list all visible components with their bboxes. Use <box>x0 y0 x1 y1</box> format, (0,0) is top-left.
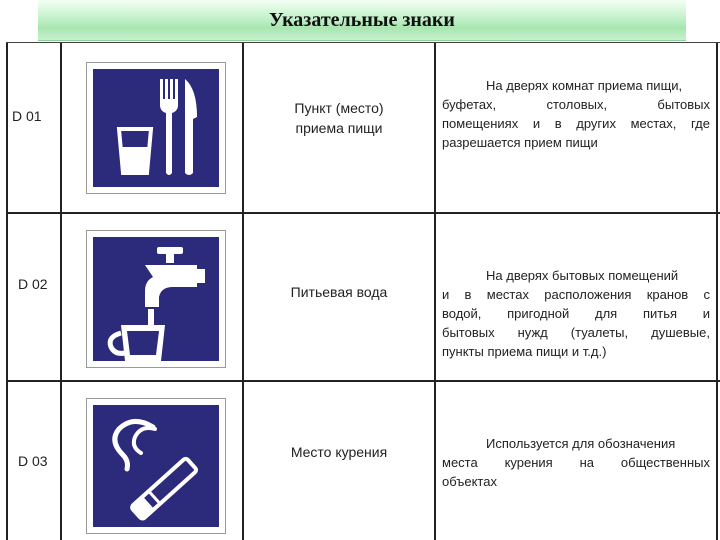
sign-code: D 02 <box>18 276 48 292</box>
sign-d03 <box>86 398 226 534</box>
sign-name: Пункт (место) приема пищи <box>294 100 384 136</box>
sign-d02 <box>86 230 226 368</box>
sign-code: D 01 <box>12 108 42 124</box>
table-border-right <box>716 42 718 540</box>
sign-description: На дверях бытовых помещений и в местах расположения кранов с водой, пригодной для питья и бытовых нужд (туалеты, душевые, пункты приема пищи и т.д.) <box>442 268 710 359</box>
table-border-top <box>6 42 720 43</box>
sign-description: На дверях комнат приема пищи, буфетах, столовых, бытовых помещениях и в других местах, где разрешается прием пищи <box>442 78 710 150</box>
page-title: Указательные знаки <box>269 9 455 31</box>
column-divider <box>242 42 244 540</box>
row-divider <box>6 380 720 382</box>
food-point-icon <box>93 69 219 187</box>
table-border-left <box>6 42 8 540</box>
smoking-area-icon <box>93 405 219 527</box>
row-divider <box>6 212 720 214</box>
sign-name: Питьевая вода <box>290 284 388 300</box>
title-bar <box>38 0 686 41</box>
sign-description: Используется для обозначения места курения на общественных объектах <box>442 436 710 489</box>
sign-d01 <box>86 62 226 194</box>
sign-name: Место курения <box>290 444 388 460</box>
drinking-water-icon <box>93 237 219 361</box>
column-divider <box>434 42 436 540</box>
sign-code: D 03 <box>18 453 48 469</box>
column-divider <box>60 42 62 540</box>
signs-table <box>6 42 720 540</box>
